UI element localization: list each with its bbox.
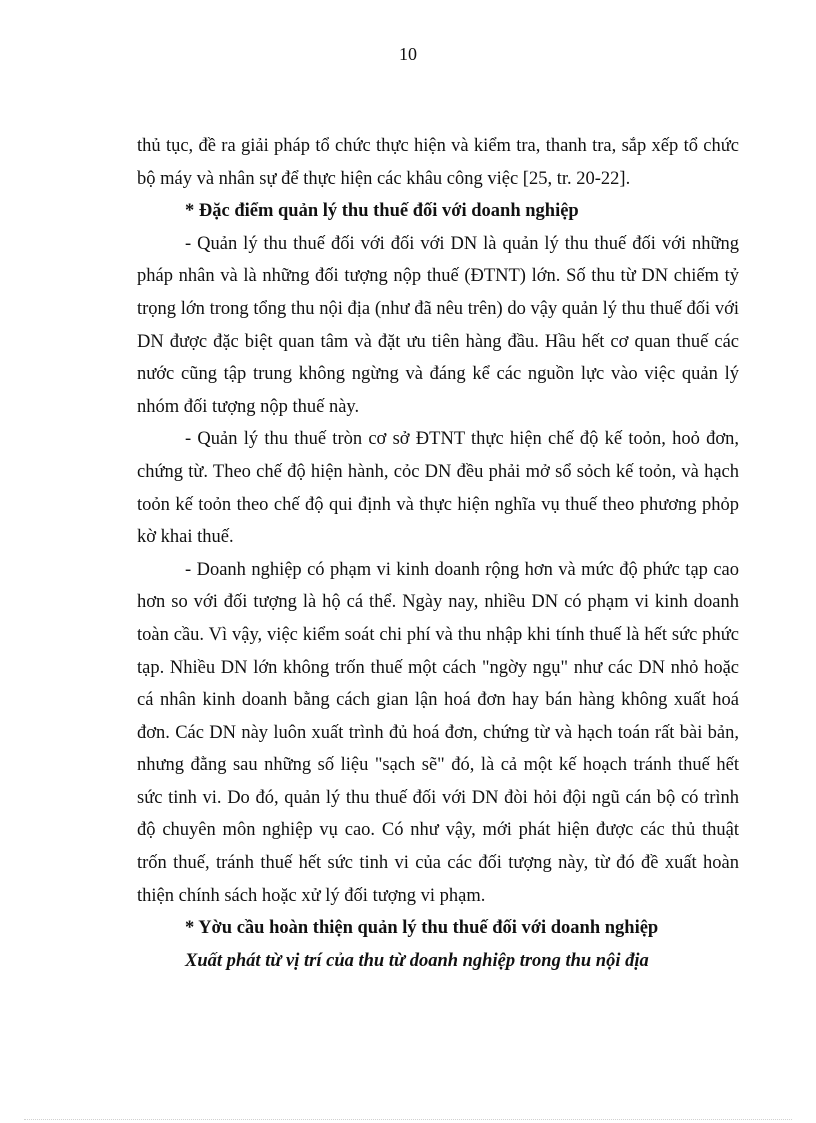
subsection-heading-origin: Xuất phát từ vị trí của thu từ doanh nghiệp trong thu nội địa <box>185 950 649 971</box>
paragraph-characteristic-3: - Doanh nghiệp có phạm vi kinh doanh rộng hơn và mức độ phức tạp cao hơn so với đối tượng là hộ cá thể. Ngày nay, nhiều DN có phạm vi kinh doanh toàn cầu. Vì vậy, việc kiểm soát chi phí và thu nhập khi tính thuế là hết sức phức tạp. Nhiều DN lớn không trốn thuế một cách "ngờy ngụ" như các DN nhỏ hoặc cá nhân kinh doanh bằng cách gian lận hoá đơn hay bán hàng không xuất hoá đơn. Các DN này luôn xuất trình đủ hoá đơn, chứng từ và hạch toán rất bài bản, nhưng đằng sau những số liệu "sạch sẽ" đó, là cả một kế hoạch tránh thuế hết sức tinh vi. Do đó, quản lý thu thuế đối với DN đòi hỏi đội ngũ cán bộ có trình độ chuyên môn nghiệp vụ cao. Có như vậy, mới phát hiện được các thủ thuật trốn thuế, tránh thuế hết sức tinh vi của các đối tượng này, từ đó đề xuất hoàn thiện chính sách hoặc xử lý đối tượng vi phạm. <box>137 559 739 906</box>
paragraph-characteristic-1: - Quản lý thu thuế đối với đối với DN là quản lý thu thuế đối với những pháp nhân và là những đối tượng nộp thuế (ĐTNT) lớn. Số thu từ DN chiếm tỷ trọng lớn trong tổng thu nội địa (như đã nêu trên) do vậy quản lý thu thuế đối với DN được đặc biệt quan tâm và đặt ưu tiên hàng đầu. Hầu hết cơ quan thuế các nước cũng tập trung không ngừng và đáng kể các nguồn lực vào việc quản lý nhóm đối tượng nộp thuế này. <box>137 233 739 417</box>
paragraph-continuation: thủ tục, đề ra giải pháp tổ chức thực hiện và kiểm tra, thanh tra, sắp xếp tổ chức bộ máy và nhân sự để thực hiện các khâu công việc [25, tr. 20-22]. <box>137 136 739 189</box>
paragraph-characteristic-2: - Quản lý thu thuế tròn cơ sở ĐTNT thực hiện chế độ kế toỏn, hoỏ đơn, chứng từ. Theo chế độ hiện hành, cỏc DN đều phải mở sổ sỏch kế toỏn, và hạch toỏn kế toỏn theo chế độ qui định và thực hiện nghĩa vụ thuế theo phương phỏp kờ khai thuế. <box>137 429 739 548</box>
section-heading-requirements: * Yờu cầu hoàn thiện quản lý thu thuế đối với doanh nghiệp <box>185 918 659 939</box>
page-bottom-divider <box>24 1119 792 1120</box>
page-number: 10 <box>399 44 417 64</box>
section-heading-characteristics: * Đặc điểm quản lý thu thuế đối với doanh nghiệp <box>185 201 579 222</box>
document-body <box>137 130 739 977</box>
